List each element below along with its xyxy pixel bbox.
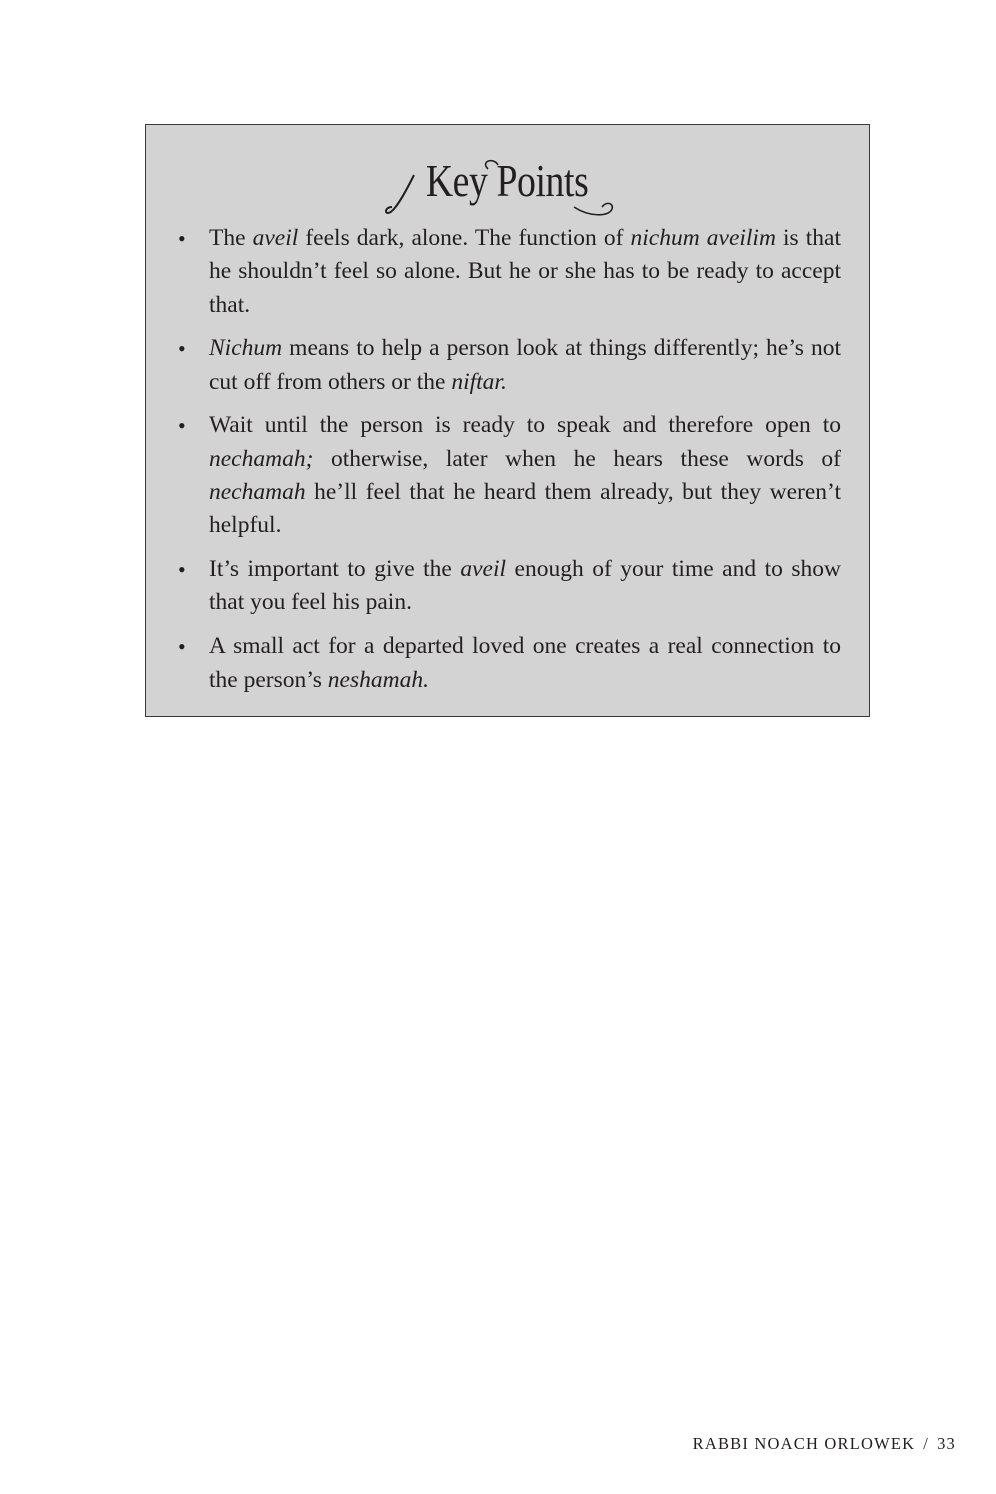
bullet-icon: •: [178, 413, 186, 439]
bullet-icon: •: [178, 226, 186, 251]
point-text: means to help a person look at things differently; he’s not cut off from others or the: [209, 335, 841, 395]
key-point-item: [178, 553, 841, 620]
italic-term: Nichum: [209, 335, 283, 362]
italic-term: niftar.: [451, 368, 507, 395]
footer-author: RABBI NOACH ORLOWEK: [692, 1434, 916, 1453]
point-text: A small act for a departed loved one creates a real connection to the person’s: [209, 633, 841, 693]
point-text: Wait until the person is ready to speak and therefore open to: [209, 412, 841, 439]
italic-term: aveil: [460, 556, 507, 583]
key-points-list: [178, 222, 841, 707]
key-points-title: Key Points: [426, 155, 589, 206]
footer-separator: /: [923, 1434, 930, 1453]
page-number: 33: [937, 1434, 956, 1453]
bullet-icon: •: [178, 336, 186, 362]
key-points-box: [145, 124, 870, 717]
italic-term: nechamah: [209, 479, 306, 506]
point-text: otherwise, later when he hears these words of: [313, 445, 841, 472]
italic-term: aveil: [252, 225, 299, 251]
point-text: enough of your time and to show that you feel his pain.: [209, 556, 841, 616]
key-point-item: [178, 409, 841, 542]
italic-term: neshamah.: [327, 666, 429, 693]
point-text: feels dark, alone. The function of: [298, 225, 631, 251]
running-footer: [693, 1434, 956, 1454]
point-text: The: [209, 225, 253, 251]
key-point-item: [178, 630, 841, 697]
bullet-icon: •: [178, 557, 186, 583]
title-flourish-ornament: [384, 155, 644, 219]
point-text: is that he shouldn’t feel so alone. But he or she has to be ready to accept that.: [209, 225, 841, 318]
italic-term: nichum aveilim: [630, 225, 776, 251]
key-point-item: [178, 222, 841, 322]
bullet-icon: •: [178, 634, 186, 660]
point-text: It’s important to give the: [209, 556, 461, 583]
italic-term: nechamah;: [209, 445, 314, 472]
key-point-item: [178, 332, 841, 399]
point-text: he’ll feel that he heard them already, but they weren’t helpful.: [209, 479, 841, 539]
